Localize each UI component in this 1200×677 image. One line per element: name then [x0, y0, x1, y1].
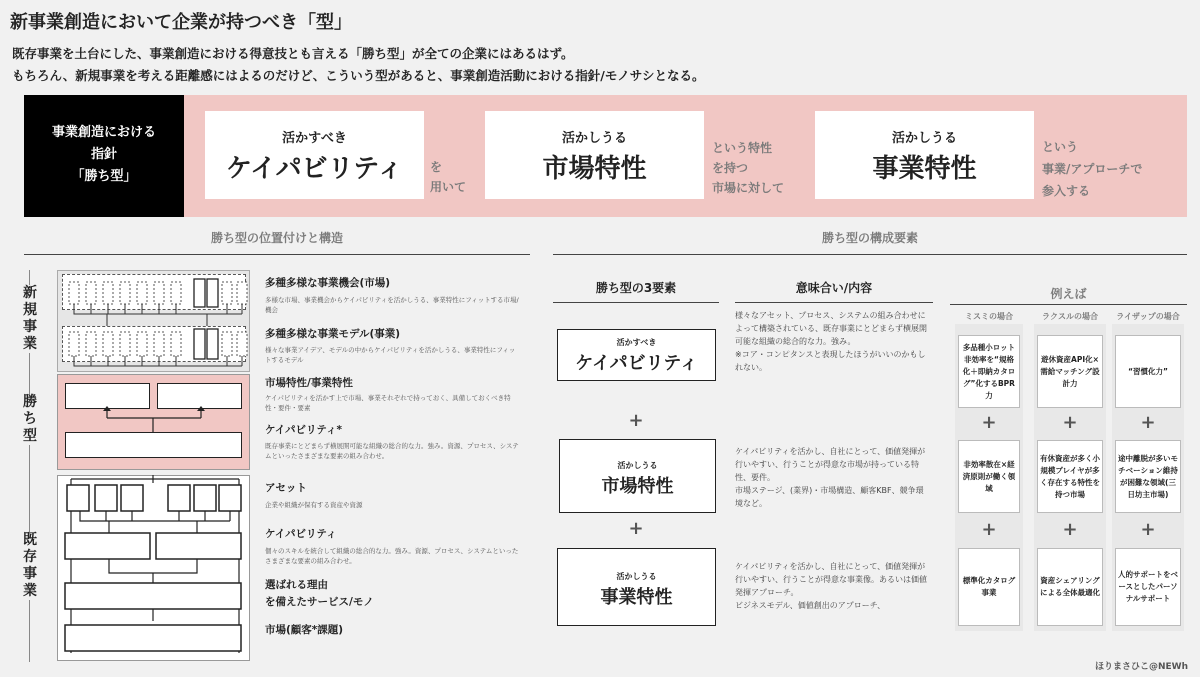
banner-box-market-small: 活かしうる	[561, 131, 627, 146]
new-biz-up-connector	[107, 314, 207, 326]
capability-connector	[109, 559, 197, 583]
asset-connector	[80, 511, 230, 533]
credit: ほりまさひこ@NEWh	[1094, 662, 1188, 672]
market-slot	[154, 282, 164, 304]
existing-business-svg	[57, 475, 250, 665]
right-section-heading: 勝ち型の構成要素	[821, 231, 918, 245]
element-box-business	[557, 548, 716, 626]
banner-connector-2-l1: という特性	[712, 141, 773, 155]
example-card-raksul-market: 有休資産が多く小規模プレイヤが多く存在する特性を持つ市場	[1037, 440, 1103, 513]
selected-market-slot	[207, 279, 218, 307]
banner-box-business	[815, 111, 1034, 199]
col-header-meaning: 意味合い/内容	[795, 281, 873, 295]
example-plus: +	[1140, 519, 1156, 540]
element-box-capability-small: 活かすべき	[616, 338, 657, 347]
row-desc-business-models: 様々な事業アイデア、モデルの中からケイパビリティを活かしうる、事業特性にフィットするモデル	[265, 346, 516, 364]
model-slot	[120, 332, 130, 356]
model-slot	[69, 332, 79, 356]
example-card-misumi-market: 非効率散在×経済原則が働く領域	[958, 440, 1020, 513]
asset-box	[194, 485, 216, 511]
capability-box	[65, 533, 150, 559]
example-card-misumi-business: 標準化カタログ事業	[958, 548, 1020, 626]
model-slot	[154, 332, 164, 356]
col-header-rule-2	[735, 302, 933, 303]
col-header-rule-1	[553, 302, 719, 303]
element-desc-business: ケイパビリティを活かし、自社にとって、価値発揮が行いやすい、行うことが得意な事業像。あるいは価値発揮アプローチ。 ビジネスモデル、価値創出のアプローチ、	[735, 562, 927, 610]
element-box-business-small: 活かしうる	[616, 572, 657, 581]
example-card-raksul-business: 資産シェアリングによる全体最適化	[1037, 548, 1103, 626]
plus-sign: +	[628, 518, 644, 539]
model-slot	[86, 332, 96, 356]
example-col-name-misumi: ミスミの場合	[965, 312, 1013, 321]
subtitle-line-1: 既存事業を土台にした、事業創造における得意技とも言える「勝ち型」が全ての企業にはあるはず。	[12, 46, 574, 61]
banner-box-business-big: 事業特性	[872, 154, 977, 184]
model-slot	[237, 332, 247, 356]
examples-rule	[950, 304, 1187, 305]
example-plus: +	[1062, 519, 1078, 540]
row-caption-market-customer: 市場(顧客*課題)	[265, 624, 344, 636]
market-slot	[237, 282, 247, 304]
row-desc-market-business-traits: ケイパビリティを活かす上で市場、事業それぞれで持っておく、具備しておくべき特性・要件・要素	[265, 394, 511, 412]
banner-box-market-big: 市場特性	[542, 154, 647, 184]
element-desc-capability: 様々なアセット、プロセス、システムの組み合わせによって構築されている、既存事業にとどまらず横展開可能な組織の総合的な力。強み。 ※コア・コンピタンスと表現したほうがいいのかもしれない。	[735, 311, 927, 372]
new-business-svg	[57, 270, 250, 380]
win-arrow-line	[107, 410, 201, 432]
banner-connector-2-l3: 市場に対して	[712, 181, 785, 195]
banner-box-capability-small: 活かすべき	[282, 131, 347, 146]
banner-box-market	[485, 111, 704, 199]
asset-box	[219, 485, 241, 511]
right-section-rule	[553, 254, 1187, 255]
row-desc-asset: 企業や組織が保有する資産や資源	[265, 501, 363, 509]
example-plus: +	[1062, 412, 1078, 433]
left-section-rule	[24, 254, 530, 255]
selected-market-slot	[194, 279, 205, 307]
element-box-market	[559, 439, 716, 513]
banner-connector-2-l2: を持つ	[712, 161, 749, 175]
model-slot	[103, 332, 113, 356]
banner-connector-1	[430, 157, 466, 197]
banner-label-line3: 「勝ち型」	[71, 169, 137, 184]
asset-box	[121, 485, 143, 511]
banner-box-capability	[205, 111, 424, 199]
banner-connector-3	[1042, 136, 1142, 202]
example-plus: +	[981, 412, 997, 433]
selected-model-slot	[194, 329, 205, 359]
market-slot	[222, 282, 232, 304]
market-customer-box	[65, 625, 241, 651]
element-box-market-big: 市場特性	[601, 476, 674, 497]
banner-connector-1-l2: 用いて	[430, 180, 467, 194]
model-slot	[137, 332, 147, 356]
model-slot	[222, 332, 232, 356]
row-caption-market-opps: 多種多様な事業機会(市場)	[265, 277, 391, 289]
col-header-three-elements: 勝ち型の3要素	[595, 281, 677, 295]
example-card-rizap-capability: “習慣化力”	[1115, 335, 1181, 408]
row-desc-capability: 個々のスキルを統合して組織の総合的な力。強み。資源、プロセス、システムといったさまざまな要素の組み合わせ。	[265, 547, 519, 565]
row-caption-capability-star: ケイパビリティ*	[265, 424, 342, 436]
example-card-misumi-capability: 多品種小ロット非効率を“規格化＋即納カタログ”化するBPR力	[958, 335, 1020, 408]
banner-label-line2: 指針	[90, 147, 117, 162]
capability-box	[156, 533, 241, 559]
selected-model-slot	[207, 329, 218, 359]
market-slot	[69, 282, 79, 304]
banner-box-capability-big: ケイパビリティ	[225, 154, 404, 184]
market-slot	[137, 282, 147, 304]
row-caption-service: 選ばれる理由 を備えたサービス/モノ	[265, 579, 374, 608]
row-caption-asset: アセット	[265, 482, 307, 494]
asset-box	[168, 485, 190, 511]
element-box-capability	[557, 329, 716, 381]
examples-heading: 例えば	[1050, 287, 1087, 301]
row-desc-market-opps: 多様な市場、事業機会からケイパビリティを活かしうる、事業特性にフィットする市場/機会	[265, 296, 519, 314]
side-label-new: 新規事業	[20, 285, 40, 353]
row-desc-capability-star: 既存事業にとどまらず横展開可能な組織の総合的な力。強み。資源、プロセス、システムといったさまざまな要素の組み合わせ。	[265, 442, 519, 460]
banner-connector-3-l2: 事業/アプローチで	[1042, 162, 1143, 176]
asset-box	[67, 485, 89, 511]
example-card-raksul-capability: 遊休資産API化×需給マッチング設計力	[1037, 335, 1103, 408]
element-box-business-big: 事業特性	[600, 587, 673, 608]
banner-connector-3-l3: 参入する	[1042, 184, 1091, 198]
banner-box-business-small: 活かしうる	[891, 131, 957, 146]
row-caption-business-models: 多種多様な事業モデル(事業)	[265, 328, 401, 340]
element-desc-market: ケイパビリティを活かし、自社にとって、価値発揮が行いやすい、行うことが得意な市場が持っている特性、要件。 市場ステージ、(業界)・市場構造、顧客KBF、競争環境など。	[735, 447, 926, 508]
example-plus: +	[981, 519, 997, 540]
asset-box	[95, 485, 117, 511]
market-slot	[120, 282, 130, 304]
side-label-win: 勝ち型	[20, 394, 40, 445]
page-title: 新事業創造において企業が持つべき「型」	[10, 12, 352, 33]
plus-sign: +	[628, 410, 644, 431]
banner-connector-1-l1: を	[430, 160, 443, 174]
banner-connector-3-l1: という	[1042, 140, 1079, 154]
example-plus: +	[1140, 412, 1156, 433]
example-col-name-rizap: ライザップの場合	[1116, 312, 1180, 321]
win-arrowhead-right	[197, 406, 205, 411]
row-caption-capability: ケイパビリティ	[265, 528, 337, 540]
row-caption-market-business-traits: 市場特性/事業特性	[265, 377, 353, 389]
service-box	[65, 583, 241, 609]
left-section-heading: 勝ち型の位置付けと構造	[210, 231, 343, 245]
example-card-rizap-market: 途中離脱が多いモチベーション維持が困難な領域(三日坊主市場)	[1115, 440, 1181, 513]
banner-label	[24, 95, 184, 217]
element-box-capability-big: ケイパビリティ	[575, 353, 698, 374]
banner-connector-2	[712, 138, 784, 198]
side-label-exist: 既存事業	[20, 532, 40, 600]
element-box-market-small: 活かしうる	[617, 461, 658, 470]
market-slot	[103, 282, 113, 304]
win-arrowhead-left	[103, 406, 111, 411]
market-slot	[86, 282, 96, 304]
example-card-rizap-business: 人的サポートをベースとしたパーソナルサポート	[1115, 548, 1181, 626]
banner-label-line1: 事業創造における	[51, 125, 156, 140]
win-arrows-svg	[57, 374, 250, 470]
example-col-name-raksul: ラクスルの場合	[1042, 312, 1098, 321]
market-slot	[171, 282, 181, 304]
subtitle-line-2: もちろん、新規事業を考える距離感にはよるのだけど、こういう型があると、事業創造活動における指針/モノサシとなる。	[12, 68, 705, 83]
model-slot	[171, 332, 181, 356]
